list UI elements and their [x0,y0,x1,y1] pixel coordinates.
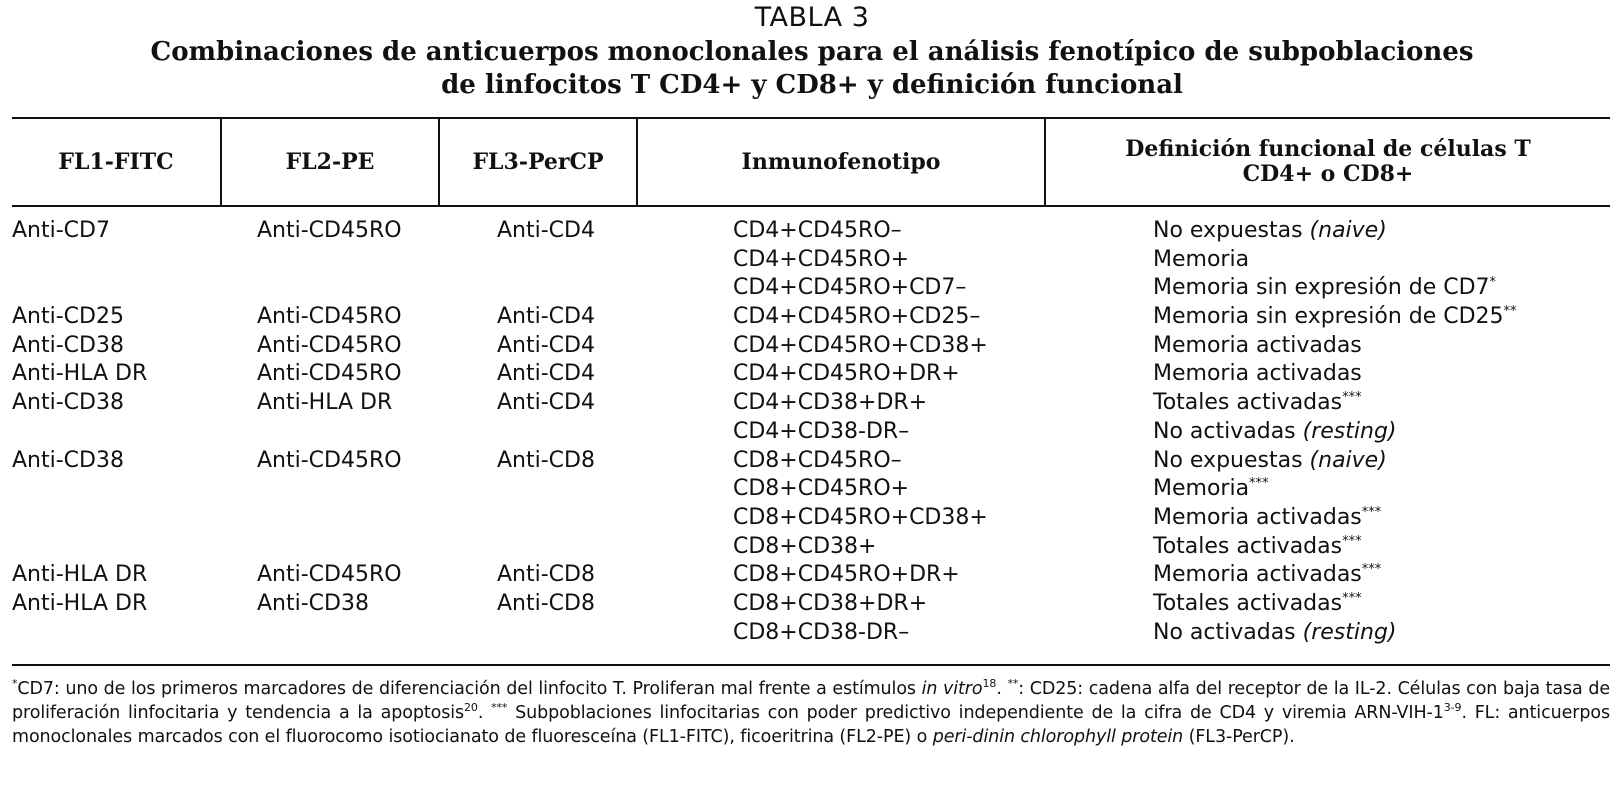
cell-inmunofenotipo: CD8+CD38+DR+ [733,590,928,616]
cell-fl3-percp [497,418,733,447]
cell-definicion-funcional [1153,418,1612,447]
table-row [12,418,1612,447]
definicion-text: Memoria sin expresión de CD25 [1153,304,1504,330]
cell-fl3-percp: Anti-CD4 [497,304,595,330]
cell-fl3-percp: Anti-CD4 [497,361,595,387]
definicion-footnote-marker: * [1489,275,1497,291]
definicion-footnote-marker: *** [1361,504,1382,520]
definicion-italic: (naive) [1309,447,1387,473]
header-definicion-line-2: CD4+ o CD8+ [1242,161,1414,187]
cell-fl1-fitc: Anti-CD38 [12,390,124,416]
definicion-text: Memoria activadas [1153,332,1362,358]
footnote-marker: *** [491,701,508,714]
cell-fl2-pe: Anti-CD45RO [257,304,402,330]
table-row [12,217,1612,246]
header-fl1-fitc: FL1-FITC [58,148,174,175]
header-fl3-percp: FL3-PerCP [472,148,604,175]
footnote-reference: 3-9 [1443,701,1462,714]
definicion-footnote-marker: *** [1342,590,1362,606]
table-row [12,561,1612,590]
cell-fl2-pe: Anti-CD45RO [257,332,402,358]
cell-definicion-funcional [1153,274,1612,303]
cell-fl3-percp [497,475,733,504]
cell-fl2-pe [257,475,497,504]
cell-fl3-percp [497,246,733,275]
definicion-text: No expuestas [1153,447,1310,473]
header-fl2-pe: FL2-PE [285,148,375,175]
header-rule [12,205,1610,207]
cell-definicion-funcional [1153,590,1612,619]
cell-fl3-percp: Anti-CD4 [497,218,595,243]
definicion-italic: (resting) [1302,619,1397,645]
footnote [12,677,1610,749]
header-inmunofenotipo: Inmunofenotipo [741,148,941,175]
footnote-italic: in vitro [921,679,983,699]
cell-fl1-fitc [12,533,257,562]
cell-fl2-pe: Anti-CD45RO [257,218,402,243]
definicion-text: Memoria sin expresión de CD7 [1153,275,1490,301]
cell-fl1-fitc: Anti-HLA DR [12,590,148,616]
cell-definicion-funcional [1153,389,1612,418]
definicion-text: Memoria [1153,476,1250,502]
cell-inmunofenotipo: CD8+CD45RO+CD38+ [733,504,988,530]
cell-definicion-funcional [1153,475,1612,504]
table-body [12,217,1612,647]
footnote-text: CD7: uno de los primeros marcadores de diferenciación del linfocito T. Proliferan mal frente a estímulos [17,679,922,699]
cell-inmunofenotipo: CD4+CD45RO+DR+ [733,361,960,387]
definicion-italic: (naive) [1309,218,1387,243]
cell-fl2-pe: Anti-CD45RO [257,562,402,588]
cell-fl3-percp: Anti-CD4 [497,390,595,416]
cell-fl2-pe [257,418,497,447]
table-row [12,274,1612,303]
table-row [12,389,1612,418]
cell-fl2-pe [257,619,497,648]
cell-definicion-funcional [1153,533,1612,562]
table-row [12,504,1612,533]
footnote-text: . [996,679,1008,699]
cell-fl2-pe [257,274,497,303]
definicion-footnote-marker: *** [1361,562,1382,578]
footnote-text: . [477,703,492,723]
cell-fl1-fitc [12,274,257,303]
footnote-text: : CD25: cadena alfa del receptor de la IL-2. Células con baja tasa de proliferación linfocitaria y tendencia a la apoptosis [12,679,1611,723]
cell-fl2-pe: Anti-CD38 [257,590,369,616]
definicion-text: No activadas [1153,418,1303,444]
table-title [12,36,1612,102]
cell-fl3-percp [497,619,733,648]
table-row [12,619,1612,648]
header-definicion-funcional [1046,119,1610,205]
definicion-footnote-marker: ** [1503,304,1517,320]
definicion-text: Memoria activadas [1153,361,1362,387]
cell-fl3-percp: Anti-CD4 [497,332,595,358]
cell-inmunofenotipo: CD4+CD45RO+ [733,246,910,272]
cell-fl3-percp [497,504,733,533]
bottom-rule [12,664,1610,666]
cell-fl1-fitc [12,619,257,648]
cell-fl1-fitc: Anti-CD25 [12,304,124,330]
definicion-text: No expuestas [1153,218,1310,243]
footnote-marker: ** [1007,677,1019,690]
header-definicion-line-1: Definición funcional de células T [1125,136,1531,162]
definicion-text: Memoria activadas [1153,504,1362,530]
table-row [12,533,1612,562]
cell-fl1-fitc [12,475,257,504]
table-title-line-2: de linfocitos T CD4+ y CD8+ y definición funcional [441,70,1183,100]
cell-fl1-fitc [12,246,257,275]
cell-fl3-percp [497,274,733,303]
cell-definicion-funcional [1153,504,1612,533]
definicion-text: Totales activadas [1153,533,1343,559]
definicion-text: Totales activadas [1153,390,1343,416]
table-title-line-1: Combinaciones de anticuerpos monoclonales para el análisis fenotípico de subpoblaciones [150,37,1474,67]
cell-fl2-pe: Anti-CD45RO [257,361,402,387]
footnote-marker: * [12,677,18,690]
definicion-footnote-marker: *** [1342,390,1362,406]
cell-inmunofenotipo: CD4+CD38+DR+ [733,390,928,416]
cell-inmunofenotipo: CD8+CD45RO+DR+ [733,562,960,588]
definicion-text: No activadas [1153,619,1303,645]
definicion-italic: (resting) [1302,418,1397,444]
table-row [12,360,1612,389]
footnote-reference: 20 [464,701,478,714]
cell-fl1-fitc: Anti-HLA DR [12,361,148,387]
table-row [12,332,1612,361]
cell-fl1-fitc: Anti-CD38 [12,332,124,358]
table-row [12,447,1612,476]
cell-definicion-funcional [1153,303,1612,332]
cell-inmunofenotipo: CD8+CD38+ [733,533,877,559]
cell-inmunofenotipo: CD4+CD45RO– [733,218,902,243]
cell-fl1-fitc: Anti-CD38 [12,447,124,473]
cell-definicion-funcional [1153,619,1612,648]
definicion-text: Totales activadas [1153,590,1343,616]
cell-fl2-pe: Anti-HLA DR [257,390,393,416]
definicion-text: Memoria [1153,246,1250,272]
table-row [12,246,1612,275]
cell-inmunofenotipo: CD4+CD45RO+CD7– [733,275,967,301]
cell-inmunofenotipo: CD4+CD45RO+CD38+ [733,332,988,358]
cell-definicion-funcional [1153,360,1612,389]
footnote-text: (FL3-PerCP). [1183,727,1295,747]
footnote-text: Subpoblaciones linfocitarias con poder predictivo independiente de la cifra de CD4 y viremia ARN-VIH-1 [507,703,1444,723]
cell-fl2-pe [257,504,497,533]
cell-definicion-funcional [1153,561,1612,590]
page [12,0,1612,788]
cell-fl3-percp: Anti-CD8 [497,562,595,588]
definicion-footnote-marker: *** [1249,476,1269,492]
cell-fl2-pe [257,533,497,562]
cell-inmunofenotipo: CD8+CD38-DR– [733,619,910,645]
footnote-text: . FL: anticuerpos monoclonales marcados con el fluorocomo isotiocianato de fluoresceína (FL1-FITC), ficoeritrina (FL2-PE) o [12,703,1610,747]
table-number: TABLA 3 [754,2,870,33]
cell-inmunofenotipo: CD8+CD45RO+ [733,476,910,502]
cell-fl2-pe: Anti-CD45RO [257,447,402,473]
cell-definicion-funcional [1153,217,1612,246]
cell-definicion-funcional [1153,332,1612,361]
cell-inmunofenotipo: CD4+CD45RO+CD25– [733,304,981,330]
cell-fl1-fitc [12,418,257,447]
cell-definicion-funcional [1153,246,1612,275]
cell-fl2-pe [257,246,497,275]
cell-fl1-fitc: Anti-HLA DR [12,562,148,588]
definicion-text: Memoria activadas [1153,562,1362,588]
cell-fl3-percp [497,533,733,562]
table-row [12,475,1612,504]
footnote-italic: peri-dinin chlorophyll protein [932,727,1184,747]
cell-fl3-percp: Anti-CD8 [497,590,595,616]
footnote-reference: 18 [982,677,997,690]
cell-inmunofenotipo: CD4+CD38-DR– [733,418,910,444]
cell-definicion-funcional [1153,447,1612,476]
cell-inmunofenotipo: CD8+CD45RO– [733,447,902,473]
cell-fl1-fitc: Anti-CD7 [12,218,110,243]
cell-fl1-fitc [12,504,257,533]
table-row [12,590,1612,619]
cell-fl3-percp: Anti-CD8 [497,447,595,473]
definicion-footnote-marker: *** [1342,533,1362,549]
table-row [12,303,1612,332]
